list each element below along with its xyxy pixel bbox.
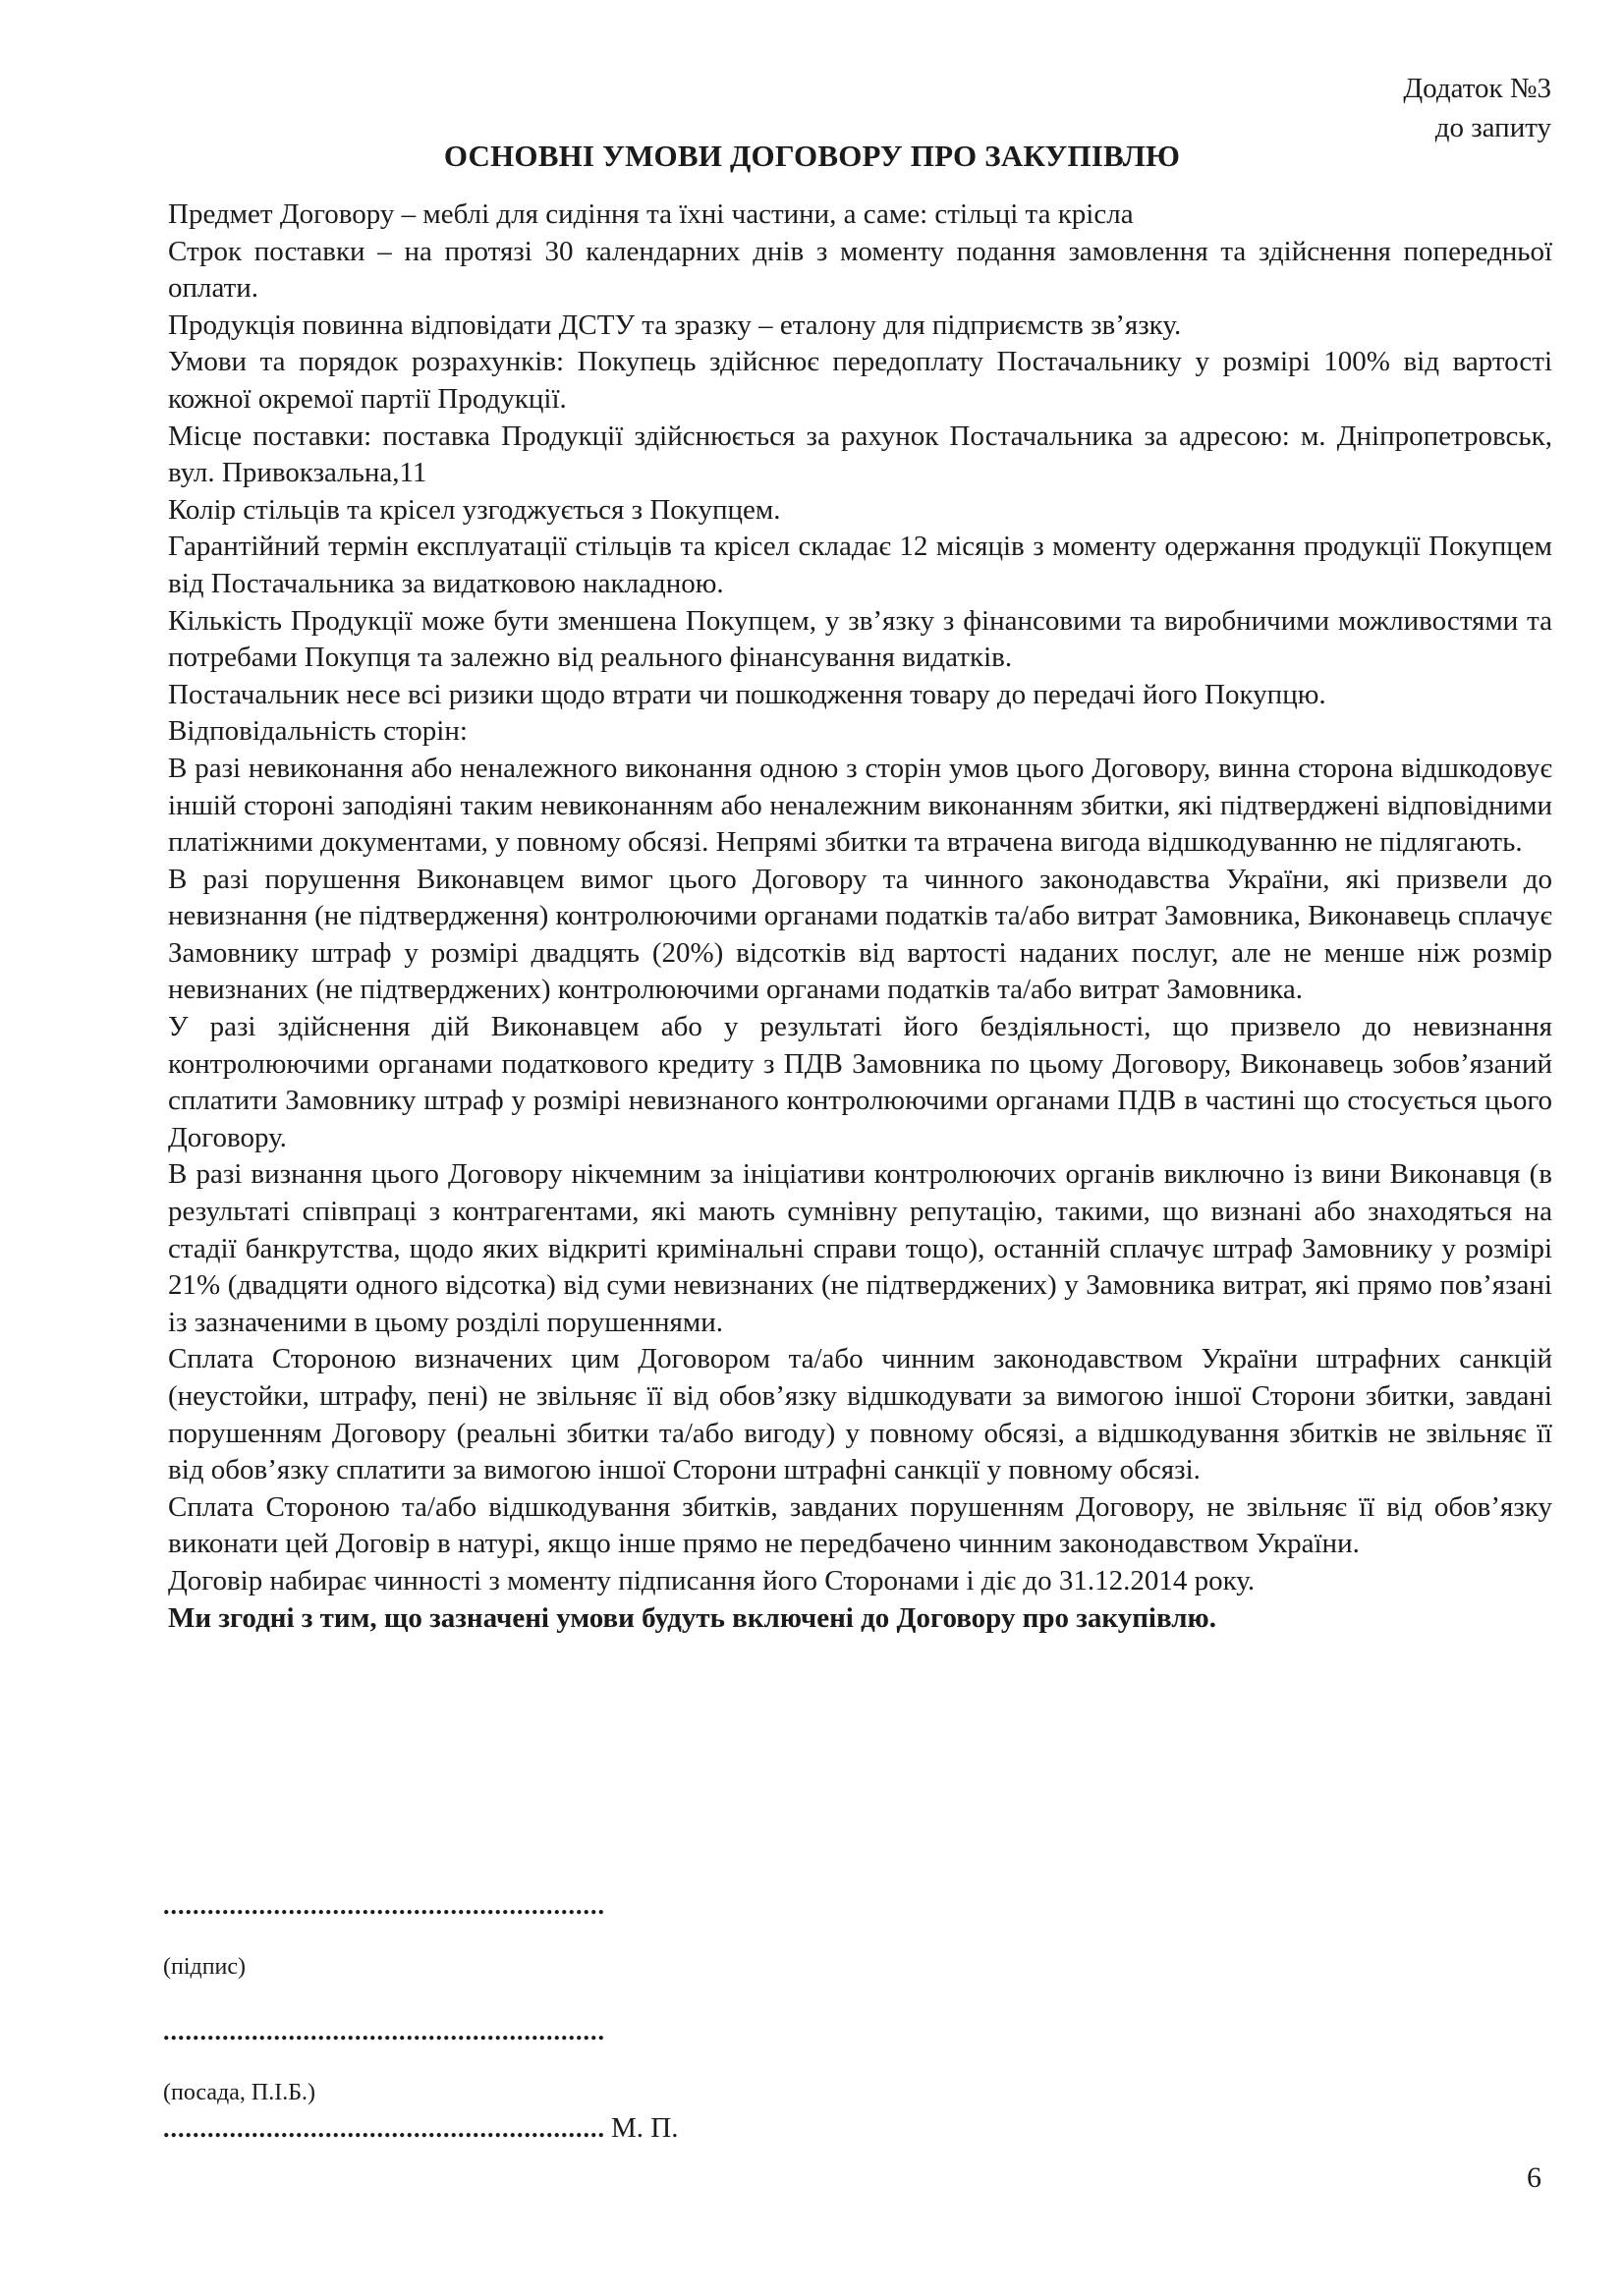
stamp-line-dots: ............................................................ (163, 2114, 605, 2143)
document-title: ОСНОВНІ УМОВИ ДОГОВОРУ ПРО ЗАКУПІВЛЮ (443, 139, 1181, 173)
stamp-line (163, 2113, 678, 2144)
paragraph-liability-damages: В разі невиконання або неналежного виконання одною з сторін умов цього Договору, винна сторона відшкодовує іншій стороні заподіяні таким невиконанням або неналежним виконанням збитки, які підтверджені відповідними платіжними документами, у повному обсязі. Непрямі збитки та втрачена вигода відшкодуванню не підлягають. (168, 752, 1552, 859)
page-number: 6 (1527, 2161, 1541, 2194)
signature-line: ............................................................ (163, 1891, 605, 1920)
paragraph-warranty: Гарантійний термін експлуатації стільців та крісел складає 12 місяців з моменту одержання продукції Покупцем від Постачальника за видатковою накладною. (168, 531, 1552, 599)
paragraph-standards: Продукція повинна відповідати ДСТУ та зразку – еталону для підприємств зв’язку. (168, 308, 1182, 341)
paragraph-liability-tax-penalty: В разі порушення Виконавцем вимог цього Договору та чинного законодавства України, які призвели до невизнання (не підтвердження) контролюючими органами податків та/або витрат Замовника, Виконавець сплачує Замовнику штраф у розмірі двадцять (20%) відсотків від вартості наданих послуг, але не менше ніж розмір невизнаних (не підтверджених) контролюючими органами податків та/або витрат Замовника. (168, 863, 1552, 1006)
paragraph-penalty-sanctions: Сплата Стороною визначених цим Договором та/або чинним законодавством України штрафних санкцій (неустойки, штрафу, пені) не звільняє її від обов’язку відшкодувати за вимогою іншої Сторони збитки, завдані порушенням Договору (реальні збитки та/або вигоду) у повному обсязі, а відшкодування збитків не звільняє її від обов’язку сплатити за вимогою іншої Сторони штрафні санкції у повному обсязі. (168, 1343, 1552, 1486)
paragraph-effective-date: Договір набирає чинності з моменту підписання його Сторонами і діє до 31.12.2014 року. (168, 1564, 1256, 1596)
paragraph-liability-vat: У разі здійснення дій Виконавцем або у результаті його бездіяльності, що призвело до невизнання контролюючими органами податкового кредиту з ПДВ Замовника по цьому Договору, Виконавець зобов’язаний сплатити Замовнику штраф у розмірі невизнаного контролюючими органами ПДВ в частині що стосується цього Договору. (168, 1011, 1552, 1153)
appendix-number: Додаток №3 (1403, 73, 1551, 104)
stamp-label: М. П. (611, 2112, 679, 2144)
document-body (168, 196, 1552, 1637)
appendix-reference: до запиту (1434, 112, 1551, 143)
signature-caption: (підпис) (163, 1954, 247, 1980)
paragraph-performance-in-kind: Сплата Стороною та/або відшкодування збитків, завданих порушенням Договору, не звільняє її від обов’язку виконати цей Договір в натурі, якщо інше прямо не передбачено чинним законодавством України. (168, 1490, 1552, 1560)
paragraph-subject: Предмет Договору – меблі для сидіння та їхні частини, а саме: стільці та крісла (168, 198, 1134, 230)
position-name-line: ............................................................ (163, 2017, 605, 2045)
paragraph-delivery-term: Строк поставки – на протязі 30 календарних днів з моменту подання замовлення та здійснення попередньої оплати. (168, 235, 1552, 305)
paragraph-liability-void-contract: В разі визнання цього Договору нікчемним за ініціативи контролюючих органів виключно із вини Виконавця (в результаті співпраці з контрагентами, які мають сумнівну репутацію, такими, що визнані або знаходяться на стадії банкрутства, щодо яких відкриті кримінальні справи тощо), останній сплачує штраф Замовнику у розмірі 21% (двадцяти одного відсотка) від суми невизнаних (не підтверджених) у Замовника витрат, які прямо пов’язані із зазначеними в цьому розділі порушеннями. (168, 1158, 1552, 1338)
position-name-caption: (посада, П.І.Б.) (163, 2080, 315, 2105)
agreement-statement: Ми згодні з тим, що зазначені умови будуть включені до Договору про закупівлю. (168, 1601, 1216, 1634)
appendix-label (1403, 69, 1551, 147)
paragraph-delivery-place: Місце поставки: поставка Продукції здійснюється за рахунок Постачальника за адресою: м. Дніпропетровськ, вул. Привокзальна,11 (168, 420, 1552, 489)
paragraph-liability-heading: Відповідальність сторін: (168, 715, 468, 748)
paragraph-payment-terms: Умови та порядок розрахунків: Покупець здійснює передоплату Постачальнику у розмірі 100% від вартості кожної окремої партії Продукції. (168, 346, 1552, 415)
paragraph-quantity: Кількість Продукції може бути зменшена Покупцем, у зв’язку з фінансовими та виробничими можливостями та потребами Покупця та залежно від реального фінансування видатків. (168, 604, 1552, 674)
paragraph-color: Колір стільців та крісел узгоджується з Покупцем. (168, 493, 781, 526)
paragraph-risks: Постачальник несе всі ризики щодо втрати чи пошкодження товару до передачі його Покупцю. (168, 678, 1326, 710)
